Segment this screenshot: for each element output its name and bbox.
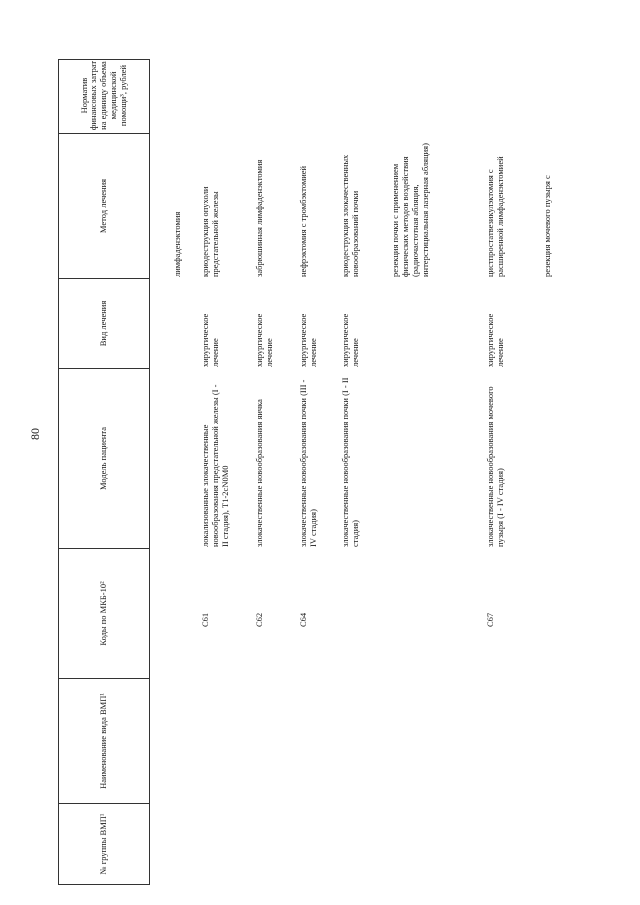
method-cell: забрюшинная лимфаденэктомия: [254, 159, 264, 277]
table-header: [58, 59, 150, 885]
table-body: [150, 59, 640, 885]
type-cell: хирургическое лечение: [200, 313, 221, 367]
model-cell: злокачественные новообразования почки (I - II стадия): [340, 377, 361, 547]
method-cell: резекция мочевого пузыря с: [542, 175, 552, 277]
method-cell: резекция почки с применением физических методов воздействия (радиочастотная абляция, интерстициальная лазерная абляция): [390, 143, 431, 277]
header-type: Вид лечения: [59, 279, 149, 369]
method-cell: криодеструкция злокачественных новообразований почки: [340, 154, 361, 277]
header-model: Модель пациента: [59, 369, 149, 549]
table: [58, 55, 640, 885]
type-cell: хирургическое лечение: [254, 313, 275, 367]
header-name: Наименование вида ВМП¹: [59, 679, 149, 804]
type-cell: хирургическое лечение: [485, 313, 506, 367]
code-cell: C64: [298, 612, 308, 627]
method-cell: нефрэктомия с тромбэктомией: [298, 165, 308, 277]
header-codes: Коды по МКБ-10²: [59, 549, 149, 679]
type-cell: хирургическое лечение: [340, 313, 361, 367]
model-cell: злокачественные новообразования мочевого пузыря (I - IV стадия): [485, 386, 506, 547]
code-cell: C67: [485, 612, 495, 627]
model-cell: злокачественные новообразования почки (III - IV стадия): [298, 379, 319, 547]
header-norm: Норматив финансовых затрат на единицу объема медицинской помощи³, рублей: [59, 58, 149, 134]
header-group: № группы ВМП¹: [98, 813, 109, 875]
type-cell: хирургическое лечение: [298, 313, 319, 367]
method-cell: цистпростатвезикулэктомия с расширенной лимфаденэктомией: [485, 156, 506, 277]
code-cell: C62: [254, 612, 264, 627]
model-cell: злокачественные новообразования яичка: [254, 399, 264, 547]
page-number: 80: [28, 428, 42, 440]
model-cell: локализованные злокачественные новообразования предстательной железы (I - II стадия), T1-2cN0M0: [200, 384, 231, 547]
code-cell: C61: [200, 612, 210, 627]
header-method: Метод лечения: [59, 134, 149, 279]
method-cell: лимфаденэктомия: [172, 211, 182, 277]
method-cell: криодеструкция опухоли предстательной железы: [200, 186, 221, 277]
